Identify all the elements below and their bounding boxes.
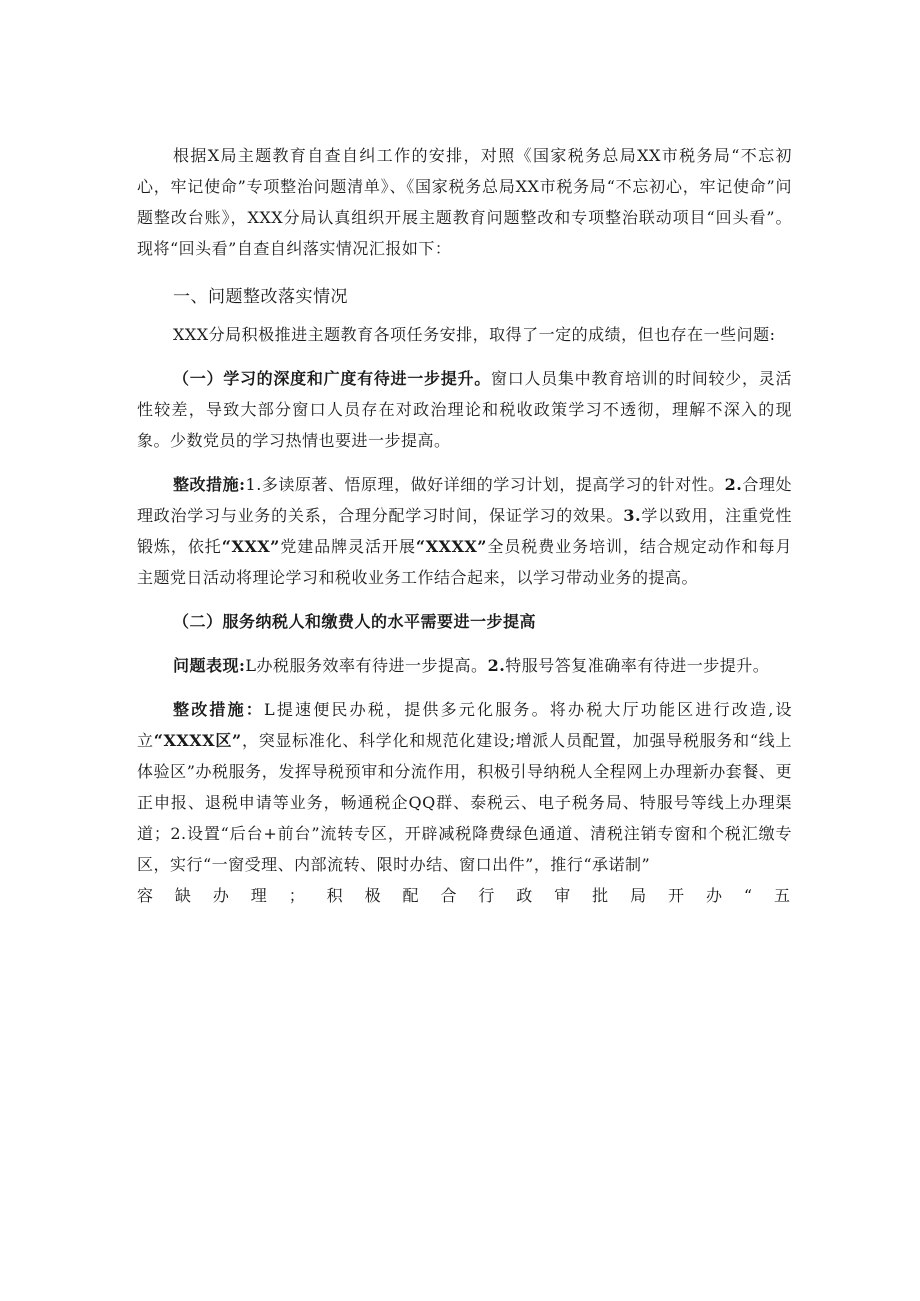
intro-paragraph: 根据X局主题教育自查自纠工作的安排，对照《国家税务总局XX市税务局“不忘初心，牢记使命”专项整治问题清单》、《国家税务总局XX市税务局“不忘初心，牢记使命”问题整改台账》，XXX分局认真组织开展主题教育问题整改和专项整治联动项目“回头看”。现将“回头看”自查自纠落实情况汇报如下：: [137, 146, 792, 258]
item2-measures-body-2: ，突显标准化、科学化和规范化建设;增派人员配置，加强导税服务和“线上体验区”办税服务，发挥导税预审和分流作用，积极引导纳税人全程网上办理新办套餐、更正申报、退税申请等业务，畅通税企QQ群、泰税云、电子税务局、特服号等线上办理渠道；2.设置“后台+前台”流转专区，开辟减税降费绿色通道、清税注销专窗和个税汇缴专区，实行“一窗受理、内部流转、限时办结、窗口出件”，推行“承诺制”: [137, 731, 792, 874]
item2-problem-2: 特服号答复准确率有待进一步提升。: [505, 656, 770, 675]
section-lead-paragraph: XXX分局积极推进主题教育各项任务安排，取得了一定的成绩，但也存在一些问题:: [173, 325, 776, 344]
brand-name-2: “XXXX”: [415, 537, 487, 556]
item2-problem-label: 问题表现:: [173, 656, 246, 675]
item1-measures-label: 整改措施:: [173, 475, 246, 494]
item2-last-line: 容缺办理；积极配合行政审批局开办“五: [137, 886, 792, 905]
item1-measure-3b: 党建品牌灵活开展: [279, 537, 416, 556]
item1-body: 窗口人员集中教育培训的时间较少，灵活性较差，导致大部分窗口人员存在对政治理论和税收政策学习不透彻，理解不深入的现象。少数党员的学习热情也要进一步提高。: [137, 369, 792, 450]
section-heading: 一、问题整改落实情况: [173, 287, 348, 307]
item1-measure-3a: 学以致用，注重党性锻炼，依托: [137, 506, 792, 556]
item2-title: （二）服务纳税人和缴费人的水平需要进一步提高: [173, 612, 537, 631]
item2-measures-paragraph: [137, 694, 792, 880]
item2-problem-paragraph: [137, 650, 792, 681]
item2-problem-1: L办税服务效率有待进一步提高。: [245, 656, 488, 675]
item2-measures-body: L提速便民办税，提供多元化服务。将办税大厅功能区进行改造,设立: [137, 700, 792, 750]
item1-measure-2: 合理处理政治学习与业务的关系，合理分配学习时间，保证学习的效果。: [137, 475, 792, 525]
item2-problem-2-number: 2.: [487, 656, 506, 675]
item1-title: （一）学习的深度和广度有待进一步提升。: [173, 369, 491, 388]
item1-measure-3c: 全员税费业务培训，结合规定动作和每月主题党日活动将理论学习和税收业务工作结合起来，以学习带动业务的提高。: [137, 537, 792, 587]
service-zone-name: “XXXX区”: [153, 731, 242, 750]
item1-measure-3-number: 3.: [623, 506, 642, 525]
brand-name-1: “XXX”: [221, 537, 280, 556]
item1-measures-paragraph: [137, 469, 792, 593]
item1-measure-2-number: 2.: [724, 475, 743, 494]
document-body: [137, 140, 792, 911]
item2-measures-label: 整改措施：: [173, 700, 264, 719]
item1-paragraph: [137, 363, 792, 456]
item1-measure-1: 1.多读原著、悟原理，做好详细的学习计划，提高学习的针对性。: [245, 475, 725, 494]
